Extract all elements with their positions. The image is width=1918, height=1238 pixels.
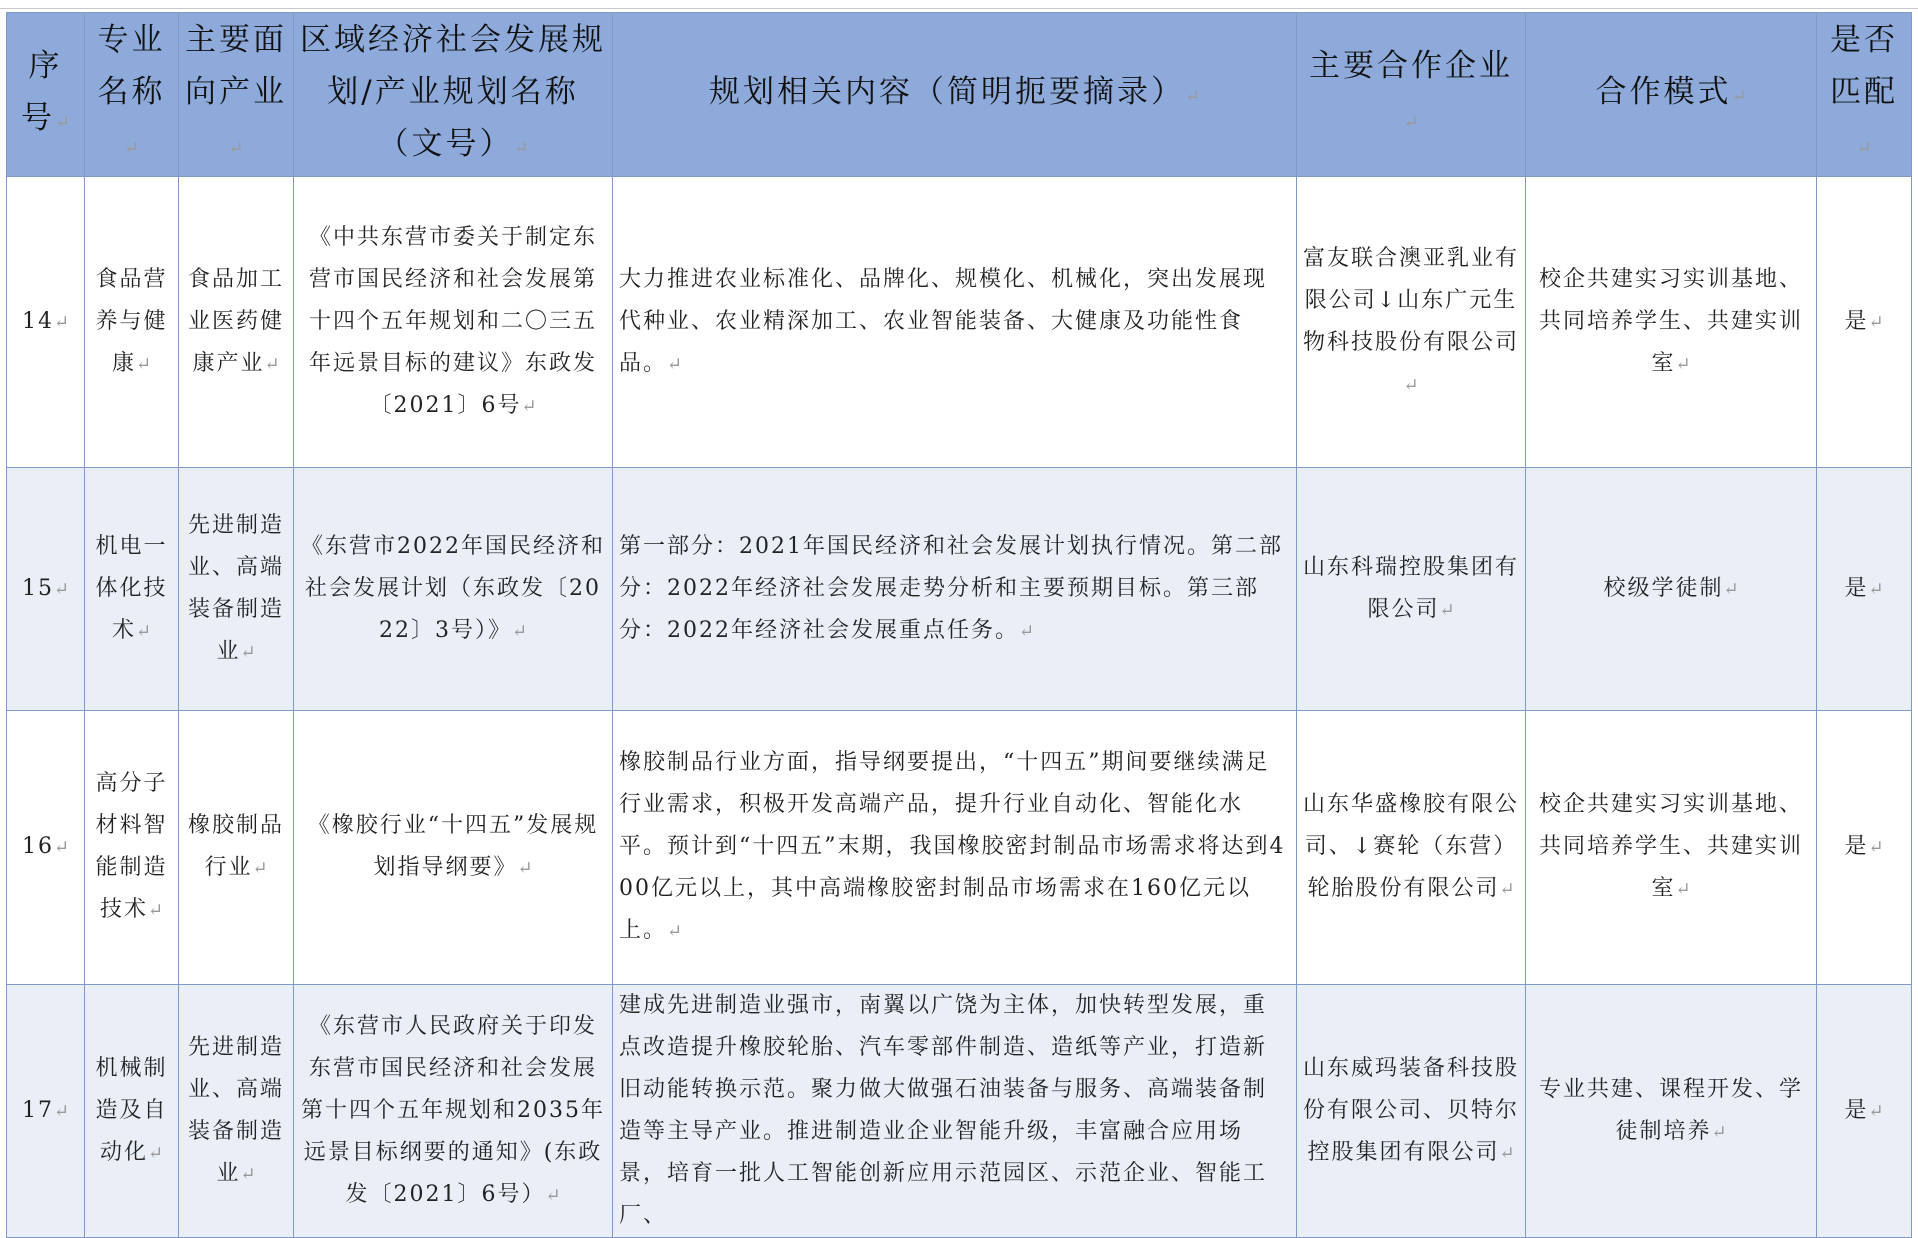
header-row <box>7 13 1912 177</box>
paragraph-mark-icon: ↵ <box>228 138 244 159</box>
header-cell-mode: 合作模式↵ <box>1526 13 1817 177</box>
cell-match: 是↵ <box>1817 468 1912 711</box>
paragraph-mark-icon: ↵ <box>513 138 529 159</box>
paragraph-mark-icon: ↵ <box>511 620 528 642</box>
paragraph-mark-icon: ↵ <box>147 900 164 921</box>
paragraph-mark-icon: ↵ <box>521 395 537 417</box>
paragraph-mark-icon: ↵ <box>53 311 70 333</box>
cell-match: 是↵ <box>1817 177 1912 468</box>
paragraph-mark-icon: ↵ <box>545 1184 561 1206</box>
cell-enterprise: 山东华盛橡胶有限公司、↓赛轮（东营）轮胎股份有限公司↵ <box>1297 711 1526 985</box>
cell-mode: 校级学徒制↵ <box>1526 468 1817 711</box>
table-row <box>7 468 1912 711</box>
paragraph-mark-icon: ↵ <box>1675 353 1691 375</box>
cell-content: 橡胶制品行业方面，指导纲要提出，“十四五”期间要继续满足行业需求，积极开发高端产品，提升行业自动化、智能化水平。预计到“十四五”末期，我国橡胶密封制品市场需求将达到400亿元以上，其中高端橡胶密封制品市场需求在160亿元以上。↵ <box>613 711 1297 985</box>
cell-no: 17↵ <box>7 985 85 1238</box>
cell-content: 建成先进制造业强市，南翼以广饶为主体，加快转型发展，重点改造提升橡胶轮胎、汽车零部件制造、造纸等产业，打造新旧动能转换示范。聚力做大做强石油装备与服务、高端装备制造等主导产业。推进制造业企业智能升级，丰富融合应用场景，培育一批人工智能创新应用示范园区、示范企业、智能工厂、 <box>613 985 1297 1238</box>
paragraph-mark-icon: ↵ <box>1184 86 1201 107</box>
cell-enterprise: 富友联合澳亚乳业有限公司↓山东广元生物科技股份有限公司↵ <box>1297 177 1526 468</box>
cell-industry: 橡胶制品行业↵ <box>179 711 294 985</box>
cell-no: 15↵ <box>7 468 85 711</box>
paragraph-mark-icon: ↵ <box>1868 578 1884 600</box>
cell-industry: 先进制造业、高端装备制造业↵ <box>179 468 294 711</box>
paragraph-mark-icon: ↵ <box>240 641 256 663</box>
table-row <box>7 985 1912 1238</box>
paragraph-mark-icon: ↵ <box>1856 138 1872 159</box>
paragraph-mark-icon: ↵ <box>135 353 152 375</box>
cell-no: 16↵ <box>7 711 85 985</box>
cell-plan: 《橡胶行业“十四五”发展规划指导纲要》↵ <box>294 711 613 985</box>
paragraph-mark-icon: ↵ <box>53 1100 70 1122</box>
cell-major: 高分子材料智能制造技术↵ <box>85 711 179 985</box>
cell-mode: 校企共建实习实训基地、共同培养学生、共建实训室↵ <box>1526 711 1817 985</box>
header-cell-match: 是否匹配↵ <box>1817 13 1912 177</box>
cell-mode: 校企共建实习实训基地、共同培养学生、共建实训室↵ <box>1526 177 1817 468</box>
paragraph-mark-icon: ↵ <box>1868 837 1884 858</box>
paragraph-mark-icon: ↵ <box>1403 112 1419 133</box>
paragraph-mark-icon: ↵ <box>53 578 70 600</box>
cell-content: 第一部分：2021年国民经济和社会发展计划执行情况。第二部分：2022年经济社会发展走势分析和主要预期目标。第三部分：2022年经济社会发展重点任务。↵ <box>613 468 1297 711</box>
header-cell-content: 规划相关内容（简明扼要摘录）↵ <box>613 13 1297 177</box>
cell-plan: 《东营市2022年国民经济和社会发展计划（东政发〔2022〕3号）》↵ <box>294 468 613 711</box>
cell-mode: 专业共建、课程开发、学徒制培养↵ <box>1526 985 1817 1238</box>
cell-content: 大力推进农业标准化、品牌化、规模化、机械化，突出发展现代种业、农业精深加工、农业智能装备、大健康及功能性食品。↵ <box>613 177 1297 468</box>
paragraph-mark-icon: ↵ <box>53 837 70 858</box>
paragraph-mark-icon: ↵ <box>1711 1121 1727 1143</box>
header-cell-major: 专业名称↵ <box>85 13 179 177</box>
cell-plan: 《东营市人民政府关于印发东营市国民经济和社会发展第十四个五年规划和2035年远景目标纲要的通知》(东政发〔2021〕6号）↵ <box>294 985 613 1238</box>
paragraph-mark-icon: ↵ <box>135 620 152 642</box>
paragraph-mark-icon: ↵ <box>1019 620 1035 642</box>
cell-major: 机械制造及自动化↵ <box>85 985 179 1238</box>
paragraph-mark-icon: ↵ <box>123 138 140 159</box>
cell-no: 14↵ <box>7 177 85 468</box>
header-cell-enterprise: 主要合作企业↵ <box>1297 13 1526 177</box>
cell-industry: 先进制造业、高端装备制造业↵ <box>179 985 294 1238</box>
header-cell-plan: 区域经济社会发展规划/产业规划名称（文号）↵ <box>294 13 613 177</box>
paragraph-mark-icon: ↵ <box>1723 578 1739 600</box>
paragraph-mark-icon: ↵ <box>1403 374 1419 396</box>
top-border-line <box>0 8 1918 9</box>
planning-table <box>6 12 1912 1238</box>
paragraph-mark-icon: ↵ <box>264 353 280 375</box>
cell-major: 机电一体化技术↵ <box>85 468 179 711</box>
table-row <box>7 711 1912 985</box>
cell-major: 食品营养与健康↵ <box>85 177 179 468</box>
cell-match: 是↵ <box>1817 711 1912 985</box>
header-cell-no: 序号↵ <box>7 13 85 177</box>
paragraph-mark-icon: ↵ <box>517 858 533 879</box>
cell-industry: 食品加工业医药健康产业↵ <box>179 177 294 468</box>
paragraph-mark-icon: ↵ <box>147 1142 164 1164</box>
paragraph-mark-icon: ↵ <box>1499 1142 1515 1164</box>
paragraph-mark-icon: ↵ <box>1731 86 1747 107</box>
cell-plan: 《中共东营市委关于制定东营市国民经济和社会发展第十四个五年规划和二〇三五年远景目标的建议》东政发〔2021〕6号↵ <box>294 177 613 468</box>
paragraph-mark-icon: ↵ <box>667 353 683 375</box>
paragraph-mark-icon: ↵ <box>252 858 268 879</box>
header-cell-industry: 主要面向产业↵ <box>179 13 294 177</box>
paragraph-mark-icon: ↵ <box>1868 311 1884 333</box>
cell-enterprise: 山东威玛装备科技股份有限公司、贝特尔控股集团有限公司↵ <box>1297 985 1526 1238</box>
paragraph-mark-icon: ↵ <box>54 112 71 133</box>
paragraph-mark-icon: ↵ <box>240 1163 256 1185</box>
paragraph-mark-icon: ↵ <box>1439 599 1455 621</box>
paragraph-mark-icon: ↵ <box>1675 879 1691 900</box>
cell-match: 是↵ <box>1817 985 1912 1238</box>
paragraph-mark-icon: ↵ <box>667 921 683 942</box>
table-row <box>7 177 1912 468</box>
cell-enterprise: 山东科瑞控股集团有限公司↵ <box>1297 468 1526 711</box>
paragraph-mark-icon: ↵ <box>1499 879 1515 900</box>
paragraph-mark-icon: ↵ <box>1868 1100 1884 1122</box>
